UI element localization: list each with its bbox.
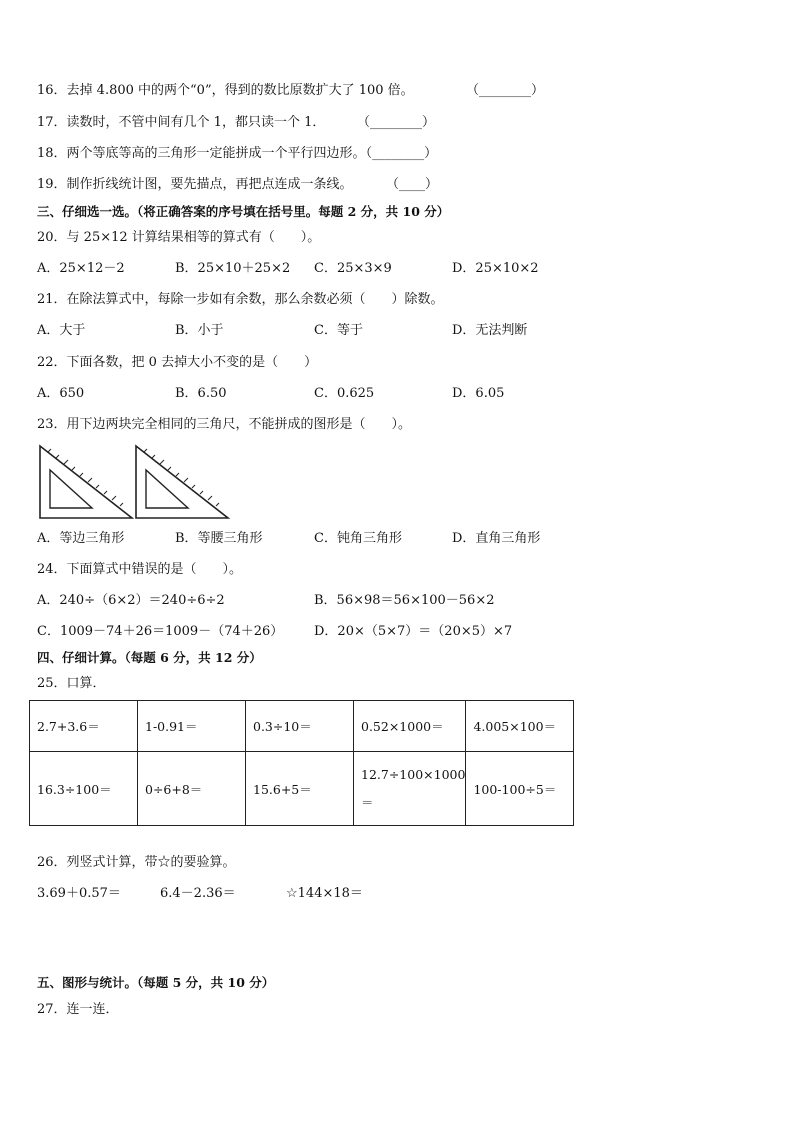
- question-27: 27．连一连．: [37, 1002, 119, 1017]
- question-25: 25．口算．: [37, 676, 106, 691]
- set-square-right-icon: [134, 444, 230, 520]
- q23-option-b[interactable]: B．等腰三角形: [175, 531, 263, 546]
- question-22: 22．下面各数，把 0 去掉大小不变的是（ ）: [37, 355, 318, 370]
- q23-option-a[interactable]: A．等边三角形: [37, 531, 125, 546]
- q22-option-b[interactable]: B．6.50: [175, 386, 227, 401]
- q20-option-a[interactable]: A．25×12－2: [37, 261, 125, 276]
- answer-blank-17[interactable]: （________）: [357, 115, 436, 130]
- question-23: 23．用下边两块完全相同的三角尺，不能拼成的图形是（ ）。: [37, 417, 412, 432]
- question-20: 20．与 25×12 计算结果相等的算式有（ ）。: [37, 230, 321, 245]
- question-26: 26．列竖式计算，带☆的要验算。: [37, 855, 236, 870]
- q21-option-d[interactable]: D．无法判断: [452, 323, 528, 338]
- section-5-heading: 五、图形与统计。（每题 5 分，共 10 分）: [37, 975, 275, 990]
- q22-option-d[interactable]: D．6.05: [452, 386, 505, 401]
- table-cell: 0.3÷10＝: [246, 701, 354, 752]
- table-cell: 0.52×1000＝: [354, 701, 466, 752]
- q24-option-d[interactable]: D．20×（5×7）＝（20×5）×7: [314, 624, 513, 639]
- mental-math-table: [29, 700, 574, 826]
- q26-item-3: ☆144×18＝: [286, 886, 363, 901]
- q20-option-d[interactable]: D．25×10×2: [452, 261, 539, 276]
- q26-item-2: 6.4－2.36＝: [160, 886, 236, 901]
- question-21: 21．在除法算式中，每除一步如有余数，那么余数必须（ ）除数。: [37, 292, 444, 307]
- table-cell: 2.7+3.6＝: [30, 701, 138, 752]
- q26-item-1: 3.69＋0.57＝: [37, 886, 121, 901]
- table-cell: 4.005×100＝: [466, 701, 574, 752]
- answer-blank-19[interactable]: （____）: [386, 177, 439, 192]
- table-cell: 16.3÷100＝: [30, 752, 138, 826]
- section-4-heading: 四、仔细计算。（每题 6 分，共 12 分）: [37, 650, 262, 665]
- question-24: 24．下面算式中错误的是（ ）。: [37, 562, 243, 577]
- q21-option-a[interactable]: A．大于: [37, 323, 86, 338]
- table-cell: 15.6+5＝: [246, 752, 354, 826]
- set-square-left-icon: [38, 444, 134, 520]
- table-row: [30, 752, 574, 826]
- q23-option-d[interactable]: D．直角三角形: [452, 531, 541, 546]
- q22-option-a[interactable]: A．650: [37, 386, 85, 401]
- q21-option-c[interactable]: C．等于: [314, 323, 363, 338]
- table-cell: 0÷6+8＝: [138, 752, 246, 826]
- table-cell: 12.7÷100×1000 ＝: [354, 752, 466, 826]
- q24-option-b[interactable]: B．56×98＝56×100－56×2: [314, 593, 495, 608]
- q24-option-a[interactable]: A．240÷（6×2）＝240÷6÷2: [37, 593, 225, 608]
- table-cell: 100-100÷5＝: [466, 752, 574, 826]
- question-17: 17．读数时，不管中间有几个 1，都只读一个 1．: [37, 115, 326, 130]
- section-3-heading: 三、仔细选一选。（将正确答案的序号填在括号里。每题 2 分，共 10 分）: [37, 204, 450, 219]
- table-cell: 1-0.91＝: [138, 701, 246, 752]
- q23-option-c[interactable]: C．钝角三角形: [314, 531, 402, 546]
- q24-option-c[interactable]: C．1009－74＋26＝1009－（74＋26）: [37, 624, 284, 639]
- question-16: 16．去掉 4.800 中的两个“0”，得到的数比原数扩大了 100 倍。: [37, 83, 414, 98]
- q20-option-c[interactable]: C．25×3×9: [314, 261, 392, 276]
- table-row: [30, 701, 574, 752]
- q22-option-c[interactable]: C．0.625: [314, 386, 375, 401]
- q20-option-b[interactable]: B．25×10＋25×2: [175, 261, 291, 276]
- answer-blank-18[interactable]: （________）: [365, 146, 438, 161]
- question-19: 19．制作折线统计图，要先描点，再把点连成一条线。: [37, 177, 353, 192]
- q21-option-b[interactable]: B．小于: [175, 323, 224, 338]
- question-18: 18．两个等底等高的三角形一定能拼成一个平行四边形。（________）: [37, 146, 438, 161]
- answer-blank-16[interactable]: （________）: [466, 83, 545, 98]
